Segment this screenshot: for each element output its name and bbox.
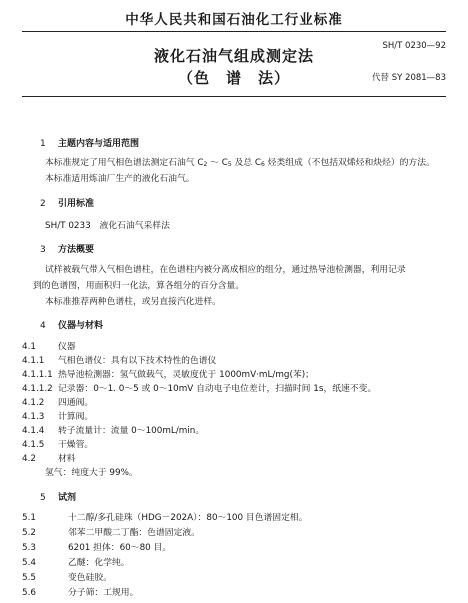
- list-item: 5.1 十二醇/多孔硅珠（HDG－202A）：80～100 目色谱固定相。: [22, 513, 308, 523]
- section-3-paragraph-1: 试样被载气带入气相色谱柱，在色谱柱内被分离成相应的组分，通过热导池检测器，利用记录: [45, 265, 406, 275]
- list-item: 5.4 乙醚：化学纯。: [22, 558, 130, 568]
- section-2-heading: [40, 196, 94, 209]
- section-1-paragraph-2: 本标准适用炼油厂生产的液化石油气。: [45, 174, 195, 184]
- section-4-heading: [40, 318, 103, 331]
- document-subtitle: （色 谱 法）: [177, 69, 290, 87]
- section-1-heading: [40, 136, 139, 149]
- list-item: 氢气：纯度大于 99%。: [45, 468, 138, 478]
- section-3-paragraph-3: 本标准推荐两种色谱柱，或另直接汽化进样。: [45, 297, 221, 307]
- section-5-heading: [40, 490, 76, 503]
- list-item: 5.3 6201 担体：60～80 目。: [22, 543, 172, 553]
- header-rule: [22, 31, 446, 32]
- section-title: 方法概要: [58, 245, 95, 255]
- list-item: 5.2 邻苯二甲酸二丁酯：色谱固定液。: [22, 528, 200, 538]
- list-item: 4.1.1.2 记录器：0～1. 0～5 或 0～10mV 自动电子电位差计，扫描时间 1s，纸速不变。: [22, 384, 377, 394]
- referenced-standard: SH/T 0233 液化石油气采样法: [45, 221, 170, 231]
- section-title: 引用标准: [58, 199, 95, 209]
- replaces-standard: 代替 SY 2081—83: [372, 73, 446, 83]
- standard-org-header: 中华人民共和国石油化工行业标准: [125, 12, 343, 28]
- section-number: 2: [40, 199, 46, 209]
- list-item: 4.1.1 气相色谱仪：具有以下技术特性的色谱仪: [22, 356, 217, 366]
- list-item: 4.2 材料: [22, 454, 76, 464]
- list-item: 4.1.5 干燥管。: [22, 440, 94, 450]
- section-number: 3: [40, 245, 46, 255]
- list-item: 4.1.2 四通阀。: [22, 398, 94, 408]
- section-3-heading: [40, 242, 94, 255]
- section-number: 1: [40, 139, 46, 149]
- document-title: 液化石油气组成测定法: [153, 47, 314, 65]
- section-title: 试剂: [58, 493, 77, 503]
- list-item: 5.5 变色硅胶。: [22, 573, 112, 583]
- section-number: 4: [40, 321, 46, 331]
- section-3-paragraph-2: 到的色谱图，用面积归一化法，算各组分的百分含量。: [33, 281, 245, 291]
- section-title: 仪器与材料: [58, 321, 104, 331]
- list-item: 4.1 仪器: [22, 342, 76, 352]
- section-number: 5: [40, 493, 46, 503]
- section-1-paragraph-1: 本标准规定了用气相色谱法测定石油气 C2 ～ C5 及总 C6 烃类组成（不包括双烯烃和炔烃）的方法。: [45, 158, 435, 168]
- list-item: 4.1.4 转子流量计：流量 0～100mL/min。: [22, 426, 205, 436]
- list-item: 4.1.3 计算阀。: [22, 412, 94, 422]
- section-title: 主题内容与适用范围: [58, 139, 140, 149]
- list-item: 5.6 分子筛：工规用。: [22, 588, 139, 598]
- standard-number: SH/T 0230—92: [382, 41, 446, 51]
- list-item: 4.1.1.1 热导池检测器：氢气做载气，灵敏度优于 1000mV·mL/mg(苯)；: [22, 370, 314, 380]
- title-rule: [22, 96, 446, 97]
